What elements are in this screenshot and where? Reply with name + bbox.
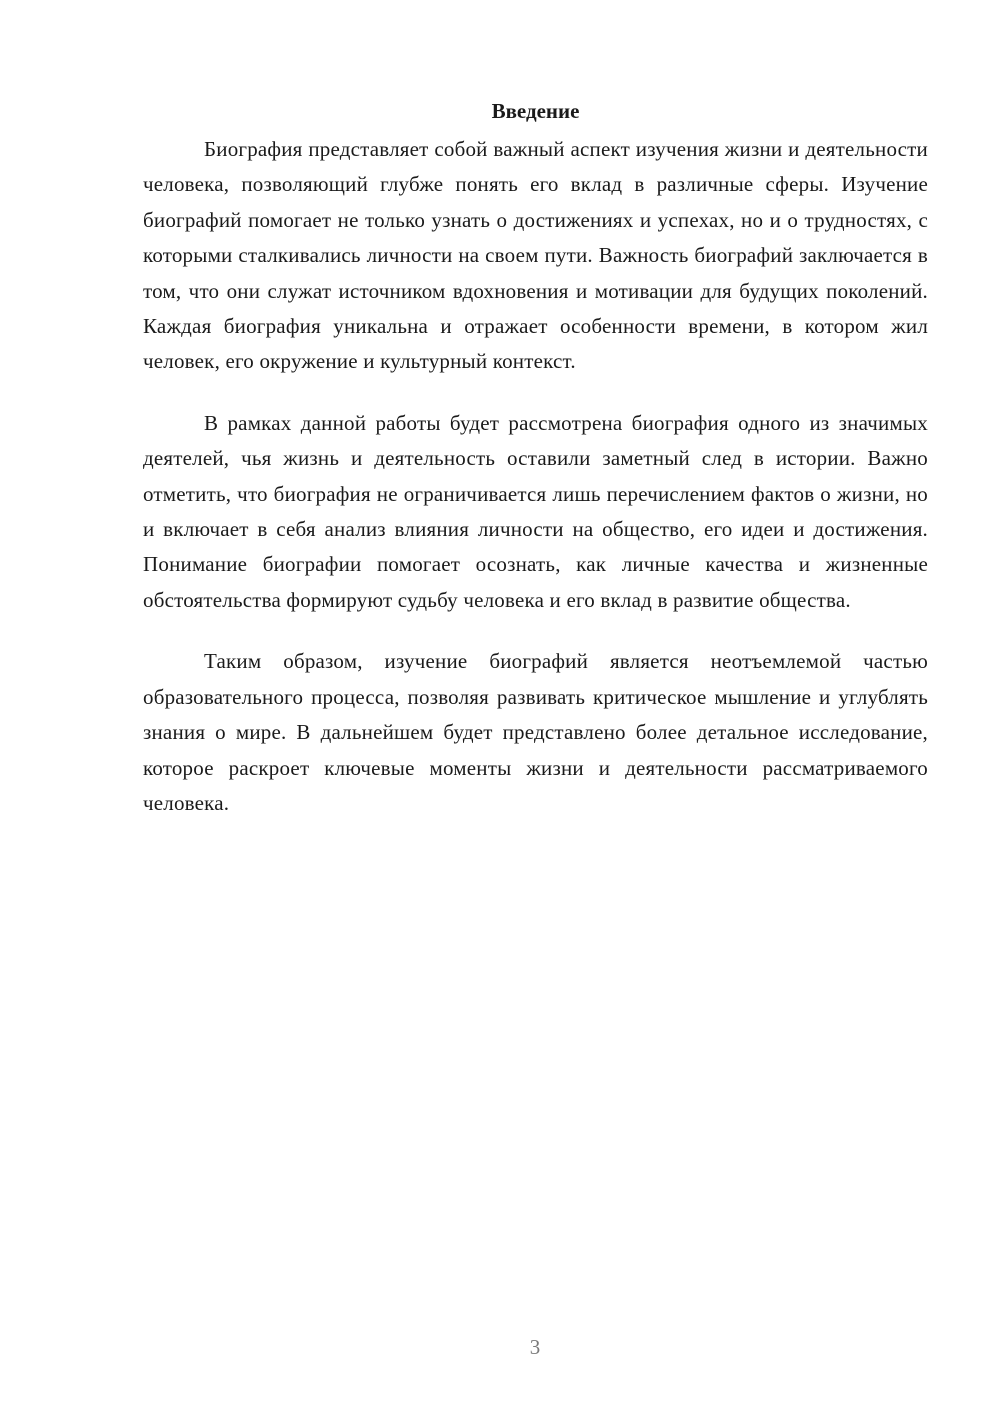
paragraph-3: Таким образом, изучение биографий является неотъемлемой частью образовательного процесса, позволяя развивать критическое мышление и углублять знания о мире. В дальнейшем будет представлено более детальное исследование, которое раскроет ключевые моменты жизни и деятельности рассматриваемого человека. bbox=[143, 649, 928, 815]
paragraph-1: Биография представляет собой важный аспект изучения жизни и деятельности человека, позволяющий глубже понять его вклад в различные сферы. Изучение биографий помогает не только узнать о достижениях и успехах, но и о трудностях, с которыми сталкивались личности на своем пути. Важность биографий заключается в том, что они служат источником вдохновения и мотивации для будущих поколений. Каждая биография уникальна и отражает особенности времени, в котором жил человек, его окружение и культурный контекст. bbox=[143, 137, 928, 374]
page-number: 3 bbox=[529, 1335, 541, 1359]
section-title: Введение bbox=[491, 99, 580, 123]
paragraph-2: В рамках данной работы будет рассмотрена биография одного из значимых деятелей, чья жизнь и деятельность оставили заметный след в истории. Важно отметить, что биография не ограничивается лишь перечислением фактов о жизни, но и включает в себя анализ влияния личности на общество, его идеи и достижения. Понимание биографии помогает осознать, как личные качества и жизненные обстоятельства формируют судьбу человека и его вклад в развитие общества. bbox=[143, 410, 928, 612]
page-content bbox=[143, 96, 928, 847]
